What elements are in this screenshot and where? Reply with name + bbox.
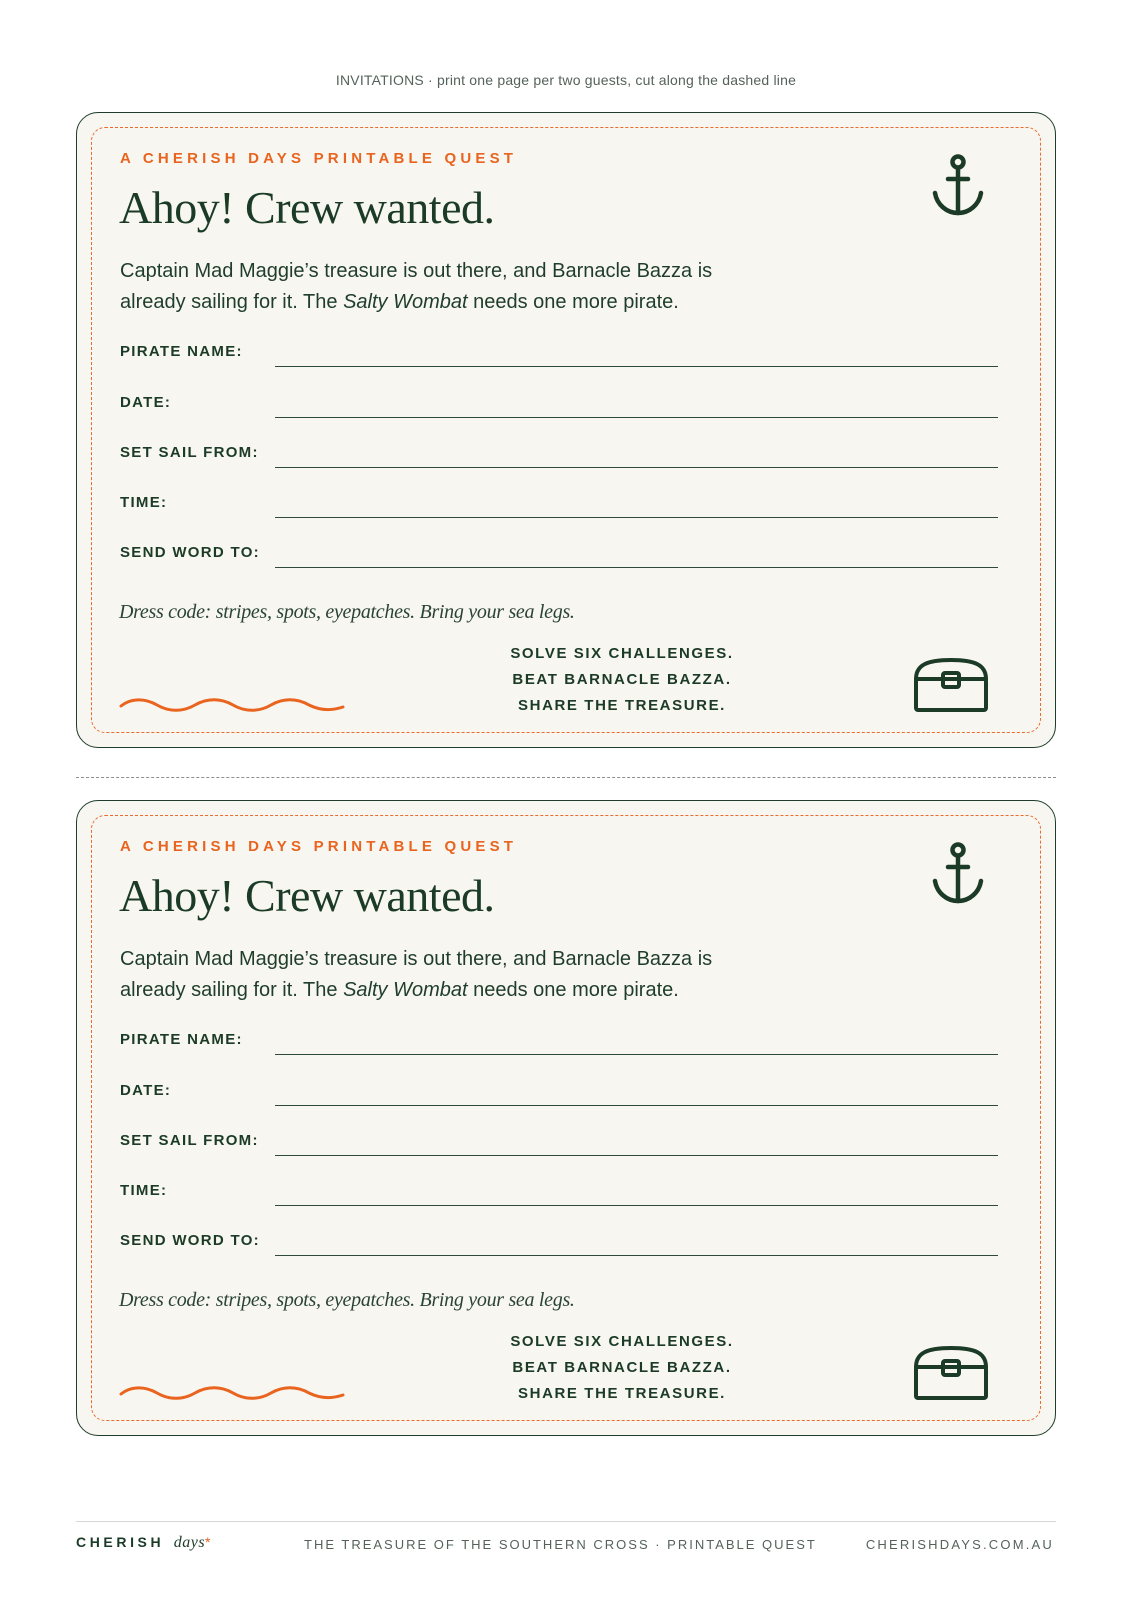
- slogan-line: SOLVE SIX CHALLENGES.: [510, 1333, 734, 1350]
- field-pirate-name: [120, 343, 998, 367]
- intro-paragraph: [120, 944, 780, 1006]
- field-time: [120, 494, 998, 518]
- dress-code: Dress code: stripes, spots, eyepatches. Bring your sea legs.: [119, 1289, 575, 1311]
- fill-in-line: [275, 417, 998, 418]
- ship-name: Salty Wombat: [343, 291, 468, 313]
- page-instructions: INVITATIONS · print one page per two guests, cut along the dashed line: [335, 72, 797, 88]
- brand-star: *: [205, 1534, 211, 1550]
- footer-divider: [76, 1521, 1056, 1522]
- intro-text-2: needs one more pirate.: [467, 979, 679, 1001]
- brand-name: CHERISH: [76, 1534, 165, 1550]
- slogan-line: BEAT BARNACLE BAZZA.: [512, 1359, 732, 1376]
- slogan-line: SHARE THE TREASURE.: [518, 697, 726, 714]
- field-label: DATE:: [120, 394, 172, 411]
- footer-url: CHERISHDAYS.COM.AU: [865, 1537, 1054, 1552]
- invitation-card: [76, 112, 1056, 748]
- cut-line: [76, 777, 1056, 778]
- fill-in-line: [275, 1155, 998, 1156]
- field-set-sail-from: [120, 444, 998, 468]
- field-label: PIRATE NAME:: [120, 343, 243, 360]
- slogan: [477, 641, 767, 719]
- wave-icon: [119, 696, 345, 714]
- intro-text-1: Captain Mad Maggie’s treasure is out there, and Barnacle Bazza is already sailing for it. The: [120, 948, 713, 1001]
- fill-in-line: [275, 567, 998, 568]
- slogan-line: SOLVE SIX CHALLENGES.: [510, 645, 734, 662]
- field-send-word-to: [120, 544, 998, 568]
- fill-in-line: [275, 1205, 998, 1206]
- dress-code: Dress code: stripes, spots, eyepatches. Bring your sea legs.: [119, 601, 575, 623]
- footer-brand-logo: [76, 1534, 211, 1552]
- invitation-headline: Ahoy! Crew wanted.: [119, 870, 495, 921]
- fill-in-line: [275, 517, 998, 518]
- invitation-card: [76, 800, 1056, 1436]
- field-label: DATE:: [120, 1082, 172, 1099]
- wave-icon: [119, 1384, 345, 1402]
- treasure-chest-icon: [913, 1345, 989, 1401]
- anchor-icon: [931, 153, 985, 219]
- field-send-word-to: [120, 1232, 998, 1256]
- ship-name: Salty Wombat: [343, 979, 468, 1001]
- footer-title: THE TREASURE OF THE SOUTHERN CROSS · PRINTABLE QUEST: [304, 1537, 817, 1552]
- intro-text-1: Captain Mad Maggie’s treasure is out there, and Barnacle Bazza is already sailing for it. The: [120, 260, 713, 313]
- fill-in-line: [275, 1255, 998, 1256]
- slogan: [477, 1329, 767, 1407]
- anchor-icon: [931, 841, 985, 907]
- field-label: SET SAIL FROM:: [120, 1132, 259, 1149]
- fill-in-line: [275, 1054, 998, 1055]
- field-label: SET SAIL FROM:: [120, 444, 259, 461]
- field-label: TIME:: [120, 494, 168, 511]
- field-date: [120, 394, 998, 418]
- eyebrow-label: A CHERISH DAYS PRINTABLE QUEST: [120, 838, 518, 855]
- field-label: PIRATE NAME:: [120, 1031, 243, 1048]
- field-label: SEND WORD TO:: [120, 544, 260, 561]
- field-label: SEND WORD TO:: [120, 1232, 260, 1249]
- slogan-line: BEAT BARNACLE BAZZA.: [512, 671, 732, 688]
- eyebrow-label: A CHERISH DAYS PRINTABLE QUEST: [120, 150, 518, 167]
- fill-in-line: [275, 467, 998, 468]
- brand-script: days: [173, 1534, 206, 1551]
- fill-in-line: [275, 1105, 998, 1106]
- intro-text-2: needs one more pirate.: [467, 291, 679, 313]
- slogan-line: SHARE THE TREASURE.: [518, 1385, 726, 1402]
- field-label: TIME:: [120, 1182, 168, 1199]
- fill-in-line: [275, 366, 998, 367]
- invitation-headline: Ahoy! Crew wanted.: [119, 182, 495, 233]
- intro-paragraph: [120, 256, 780, 318]
- field-pirate-name: [120, 1031, 998, 1055]
- field-set-sail-from: [120, 1132, 998, 1156]
- treasure-chest-icon: [913, 657, 989, 713]
- field-date: [120, 1082, 998, 1106]
- field-time: [120, 1182, 998, 1206]
